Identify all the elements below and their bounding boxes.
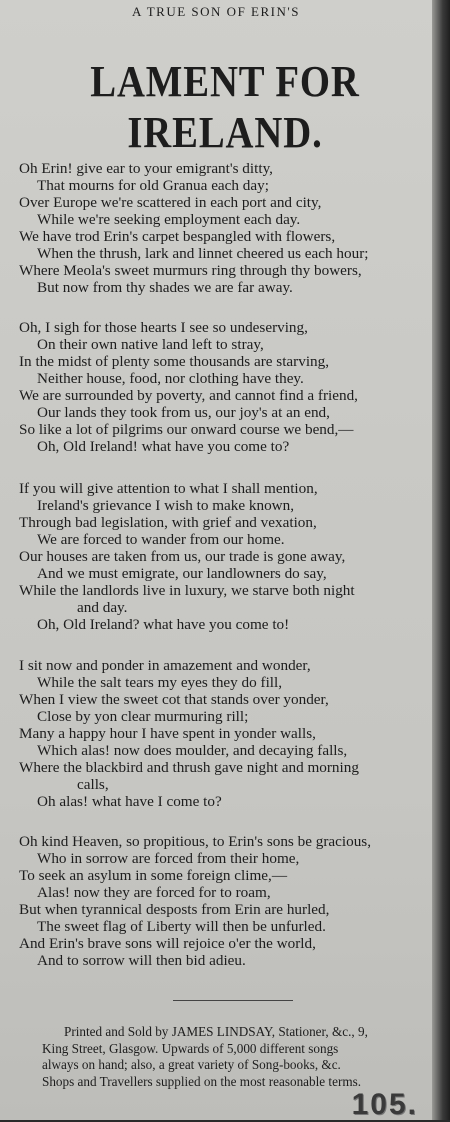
verse-line: and day. <box>77 599 128 616</box>
verse-line: Our lands they took from us, our joy's at an end, <box>37 404 330 421</box>
verse-line: Oh alas! what have I come to? <box>37 793 222 810</box>
verse-line: Through bad legislation, with grief and vexation, <box>19 514 317 531</box>
imprint-line: Printed and Sold by JAMES LINDSAY, Stationer, &c., 9, <box>64 1024 368 1039</box>
verse-line: calls, <box>77 776 109 793</box>
page-edge-shadow <box>432 0 450 1120</box>
verse-line: We are forced to wander from our home. <box>37 531 285 548</box>
verse-line: Alas! now they are forced for to roam, <box>37 884 271 901</box>
verse-line: But now from thy shades we are far away. <box>37 279 293 296</box>
verse-line: And Erin's brave sons will rejoice o'er the world, <box>19 935 316 952</box>
verse-line: When the thrush, lark and linnet cheered us each hour; <box>37 245 369 262</box>
verse-line: Over Europe we're scattered in each port and city, <box>19 194 322 211</box>
verse-line: Our houses are taken from us, our trade is gone away, <box>19 548 346 565</box>
imprint-line: Shops and Travellers supplied on the most reasonable terms. <box>42 1073 362 1089</box>
sheet-number: 105. <box>351 1088 418 1121</box>
stanza-3 <box>19 480 437 633</box>
verse-line: And to sorrow will then bid adieu. <box>37 952 246 969</box>
verse-line: Oh Erin! give ear to your emigrant's ditty, <box>19 160 273 177</box>
imprint-line: always on hand; also, a great variety of Song-books, &c. <box>42 1057 341 1072</box>
verse-line: Many a happy hour I have spent in yonder walls, <box>19 725 316 742</box>
divider-rule <box>173 1000 293 1001</box>
verse-line: On their own native land left to stray, <box>37 336 264 353</box>
verse-line: If you will give attention to what I shall mention, <box>19 480 318 497</box>
stanza-1 <box>19 160 437 296</box>
verse-line: When I view the sweet cot that stands over yonder, <box>19 691 329 708</box>
stanza-5 <box>19 833 437 969</box>
verse-line: In the midst of plenty some thousands are starving, <box>19 353 330 370</box>
verse-line: To seek an asylum in some foreign clime,— <box>19 867 288 884</box>
verse-line: And we must emigrate, our landlowners do say, <box>37 565 327 582</box>
stanza-2 <box>19 319 437 455</box>
verse-line: Oh, Old Ireland? what have you come to! <box>37 616 290 633</box>
page-title: LAMENT FOR IRELAND. <box>90 57 360 157</box>
header-line: A TRUE SON OF ERIN'S <box>132 4 300 19</box>
verse-line: That mourns for old Granua each day; <box>37 177 269 194</box>
verse-line: While we're seeking employment each day. <box>37 211 301 228</box>
verse-line: While the landlords live in luxury, we starve both night <box>19 582 355 599</box>
verse-line: Neither house, food, nor clothing have they. <box>37 370 304 387</box>
printer-imprint <box>42 1024 442 1090</box>
verse-line: Which alas! now does moulder, and decaying falls, <box>37 742 348 759</box>
verse-line: Oh kind Heaven, so propitious, to Erin's sons be gracious, <box>19 833 372 850</box>
verse-line: Ireland's grievance I wish to make known, <box>37 497 295 514</box>
verse-line: We are surrounded by poverty, and cannot find a friend, <box>19 387 358 404</box>
verse-line: The sweet flag of Liberty will then be unfurled. <box>37 918 326 935</box>
verse-line: We have trod Erin's carpet bespangled with flowers, <box>19 228 336 245</box>
verse-line: But when tyrannical desposts from Erin are hurled, <box>19 901 330 918</box>
verse-line: Who in sorrow are forced from their home, <box>37 850 300 867</box>
verse-line: Oh, I sigh for those hearts I see so undeserving, <box>19 319 308 336</box>
imprint-line: King Street, Glasgow. Upwards of 5,000 different songs <box>42 1040 339 1056</box>
verse-line: So like a lot of pilgrims our onward course we bend,— <box>19 421 354 438</box>
verse-line: While the salt tears my eyes they do fill, <box>37 674 283 691</box>
verse-line: I sit now and ponder in amazement and wonder, <box>19 657 311 674</box>
stanza-4 <box>19 657 437 810</box>
verse-line: Close by yon clear murmuring rill; <box>37 708 249 725</box>
verse-line: Where the blackbird and thrush gave night and morning <box>19 759 359 776</box>
verse-line: Where Meola's sweet murmurs ring through thy bowers, <box>19 262 362 279</box>
verse-line: Oh, Old Ireland! what have you come to? <box>37 438 290 455</box>
